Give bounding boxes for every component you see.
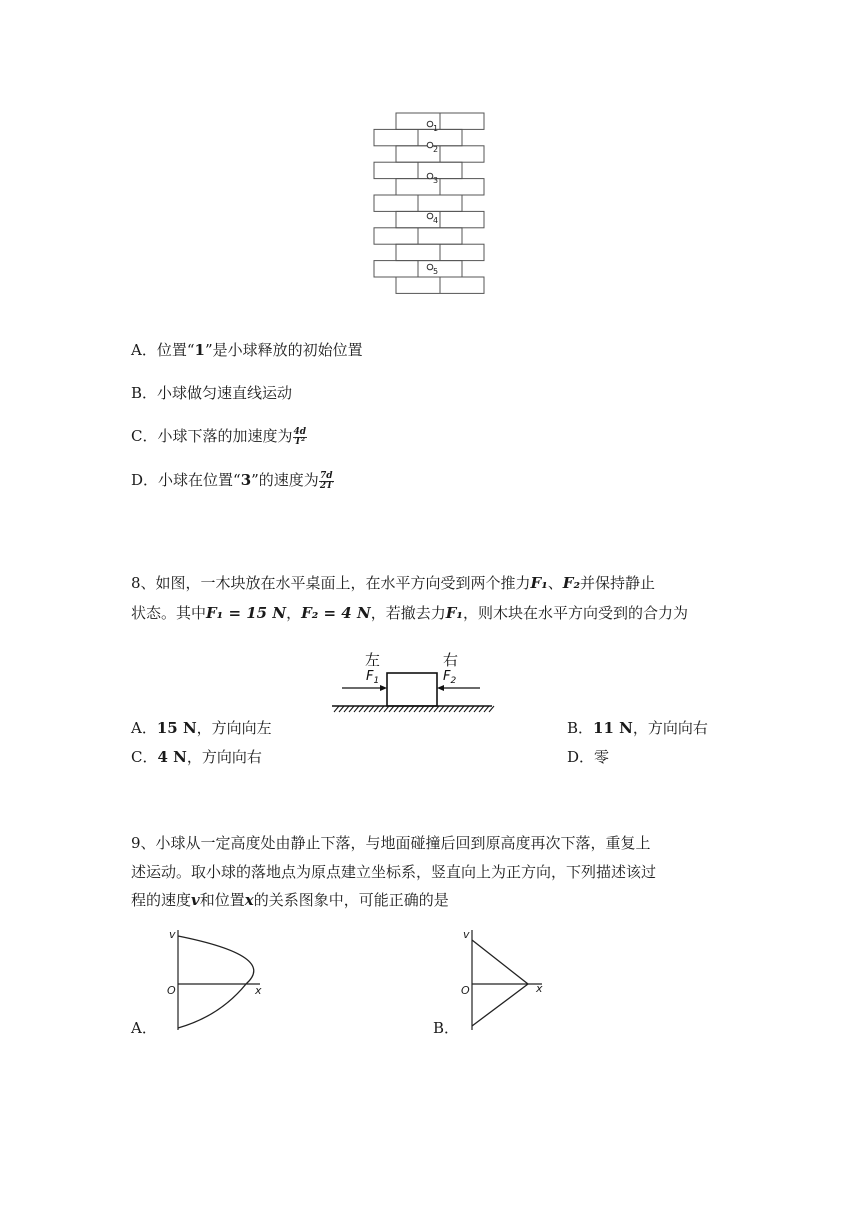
q9-stem-line-1: 9、小球从一定高度处由静止下落，与地面碰撞后回到原高度再次下落，重复上 — [131, 834, 651, 852]
stem-text-end: 的关系图象中，可能正确的是 — [253, 891, 449, 909]
hatch-line — [459, 706, 464, 712]
option-letter: D． — [131, 471, 159, 489]
hatch-line — [409, 706, 414, 712]
hatch-line — [379, 706, 384, 712]
origin-label: O — [461, 984, 470, 997]
ball-label-1: 1 — [433, 124, 439, 133]
option-letter: D． — [567, 748, 595, 766]
hatch-line — [419, 706, 424, 712]
separator: 、 — [547, 574, 563, 592]
parabola-curve — [178, 936, 254, 1028]
hatch-line — [429, 706, 434, 712]
q8-option-a[interactable] — [131, 717, 272, 739]
arrow-f1-head — [380, 685, 387, 691]
option-text: 位置“ — [156, 341, 195, 359]
stem-text-end: ，则木块在水平方向受到的合力为 — [462, 604, 688, 622]
option-text: 小球做匀速直线运动 — [157, 384, 293, 402]
hatch-line — [369, 706, 374, 712]
q7-option-a[interactable] — [131, 339, 363, 361]
origin-label: O — [167, 984, 176, 997]
hatch-line — [414, 706, 419, 712]
fraction-denominator: 2T — [319, 480, 333, 491]
option-letter: C． — [131, 427, 158, 445]
q7-option-c[interactable] — [131, 425, 307, 447]
label-f2: $F_2$ — [443, 669, 457, 686]
hatch-line — [364, 706, 369, 712]
x-label: x — [255, 984, 262, 997]
var-v: v — [191, 891, 200, 909]
velocity-fraction — [319, 472, 334, 491]
option-text: ，方向向左 — [196, 719, 272, 737]
hatch-line — [489, 706, 494, 712]
option-value: 11 N — [593, 719, 633, 737]
option-text: ，方向向右 — [186, 748, 262, 766]
force-f1: F₁ — [530, 574, 548, 592]
hatch-line — [469, 706, 474, 712]
hatch-line — [389, 706, 394, 712]
block-forces-figure — [330, 648, 496, 714]
v-label: v — [169, 928, 176, 941]
graph-a-parabola — [160, 926, 270, 1036]
fraction-numerator: 7d — [320, 470, 333, 481]
position-number: 1 — [194, 341, 205, 359]
ball-label-2: 2 — [433, 145, 439, 154]
hatch-line — [484, 706, 489, 712]
ball-3 — [427, 173, 433, 179]
q9-option-a[interactable]: A． — [131, 1019, 157, 1037]
stem-text: 程的速度 — [131, 891, 192, 909]
ball-positions — [427, 121, 438, 276]
hatch-line — [439, 706, 444, 712]
force-f1: F₁ — [445, 604, 463, 622]
hatch-line — [339, 706, 344, 712]
hatch-line — [449, 706, 454, 712]
equation-f1: F₁ = 15 N — [206, 604, 287, 622]
brick-wall-figure — [372, 110, 488, 302]
ball-1 — [427, 121, 433, 127]
position-number: 3 — [240, 471, 252, 489]
equation-f2: F₂ = 4 N — [301, 604, 371, 622]
q8-stem-line-1 — [131, 572, 655, 594]
option-letter: A． — [131, 341, 157, 359]
q8-option-d[interactable] — [567, 746, 609, 768]
ball-label-5: 5 — [433, 267, 439, 276]
ball-label-3: 3 — [433, 176, 439, 185]
option-value: 15 N — [156, 719, 197, 737]
label-f1: $F_1$ — [366, 669, 380, 686]
label-left: 左 — [365, 651, 381, 669]
hatch-line — [474, 706, 479, 712]
q8-option-b[interactable] — [567, 717, 708, 739]
hatch-line — [354, 706, 359, 712]
q7-option-d[interactable] — [131, 469, 334, 491]
ball-2 — [427, 142, 433, 148]
hatch-line — [444, 706, 449, 712]
q9-option-b[interactable]: B． — [433, 1019, 460, 1037]
hatch-line — [374, 706, 379, 712]
option-text: 小球在位置“ — [158, 471, 241, 489]
hatch-line — [464, 706, 469, 712]
v-label: v — [463, 928, 470, 941]
wood-block — [387, 673, 437, 706]
table-hatching — [334, 706, 494, 712]
hatch-line — [384, 706, 389, 712]
ball-5 — [427, 264, 433, 270]
option-value: 4 N — [157, 748, 187, 766]
hatch-line — [359, 706, 364, 712]
hatch-line — [479, 706, 484, 712]
option-letter: C． — [131, 748, 158, 766]
hatch-line — [394, 706, 399, 712]
stem-text: 状态。其中 — [131, 604, 207, 622]
fraction-numerator: 4d — [293, 426, 307, 437]
acceleration-fraction — [293, 428, 308, 447]
stem-text: 和位置 — [199, 891, 245, 909]
option-text: 零 — [594, 748, 610, 766]
hatch-line — [399, 706, 404, 712]
hatch-line — [404, 706, 409, 712]
option-letter: A． — [131, 719, 157, 737]
ball-4 — [427, 213, 433, 219]
graph-b-triangle — [458, 926, 568, 1036]
fraction-denominator: T² — [294, 436, 306, 447]
triangle-lines — [472, 940, 528, 1026]
x-label: x — [536, 982, 543, 995]
q9-stem-line-3 — [131, 889, 449, 911]
option-text-end: ”的速度为 — [251, 471, 319, 489]
hatch-line — [344, 706, 349, 712]
q8-option-c[interactable] — [131, 746, 262, 768]
arrow-f2-head — [437, 685, 444, 691]
force-f2: F₂ — [562, 574, 581, 592]
var-x: x — [244, 891, 254, 909]
hatch-line — [454, 706, 459, 712]
comma: ， — [286, 604, 302, 622]
option-letter: B． — [567, 719, 594, 737]
option-text: 小球下落的加速度为 — [157, 427, 293, 445]
q7-option-b[interactable] — [131, 382, 292, 404]
stem-text: ，若撤去力 — [370, 604, 446, 622]
q9-stem-line-2: 述运动。取小球的落地点为原点建立坐标系，竖直向上为正方向，下列描述该过 — [131, 863, 657, 881]
hatch-line — [434, 706, 439, 712]
label-right: 右 — [443, 651, 459, 669]
stem-text: 8、如图，一木块放在水平桌面上，在水平方向受到两个推力 — [131, 574, 531, 592]
q8-stem-line-2 — [131, 602, 688, 624]
option-letter: B． — [131, 384, 158, 402]
ball-label-4: 4 — [433, 216, 439, 225]
hatch-line — [424, 706, 429, 712]
option-text-end: ”是小球释放的初始位置 — [204, 341, 363, 359]
stem-text-end: 并保持静止 — [580, 574, 656, 592]
hatch-line — [349, 706, 354, 712]
hatch-line — [334, 706, 339, 712]
option-text: ，方向向右 — [632, 719, 708, 737]
